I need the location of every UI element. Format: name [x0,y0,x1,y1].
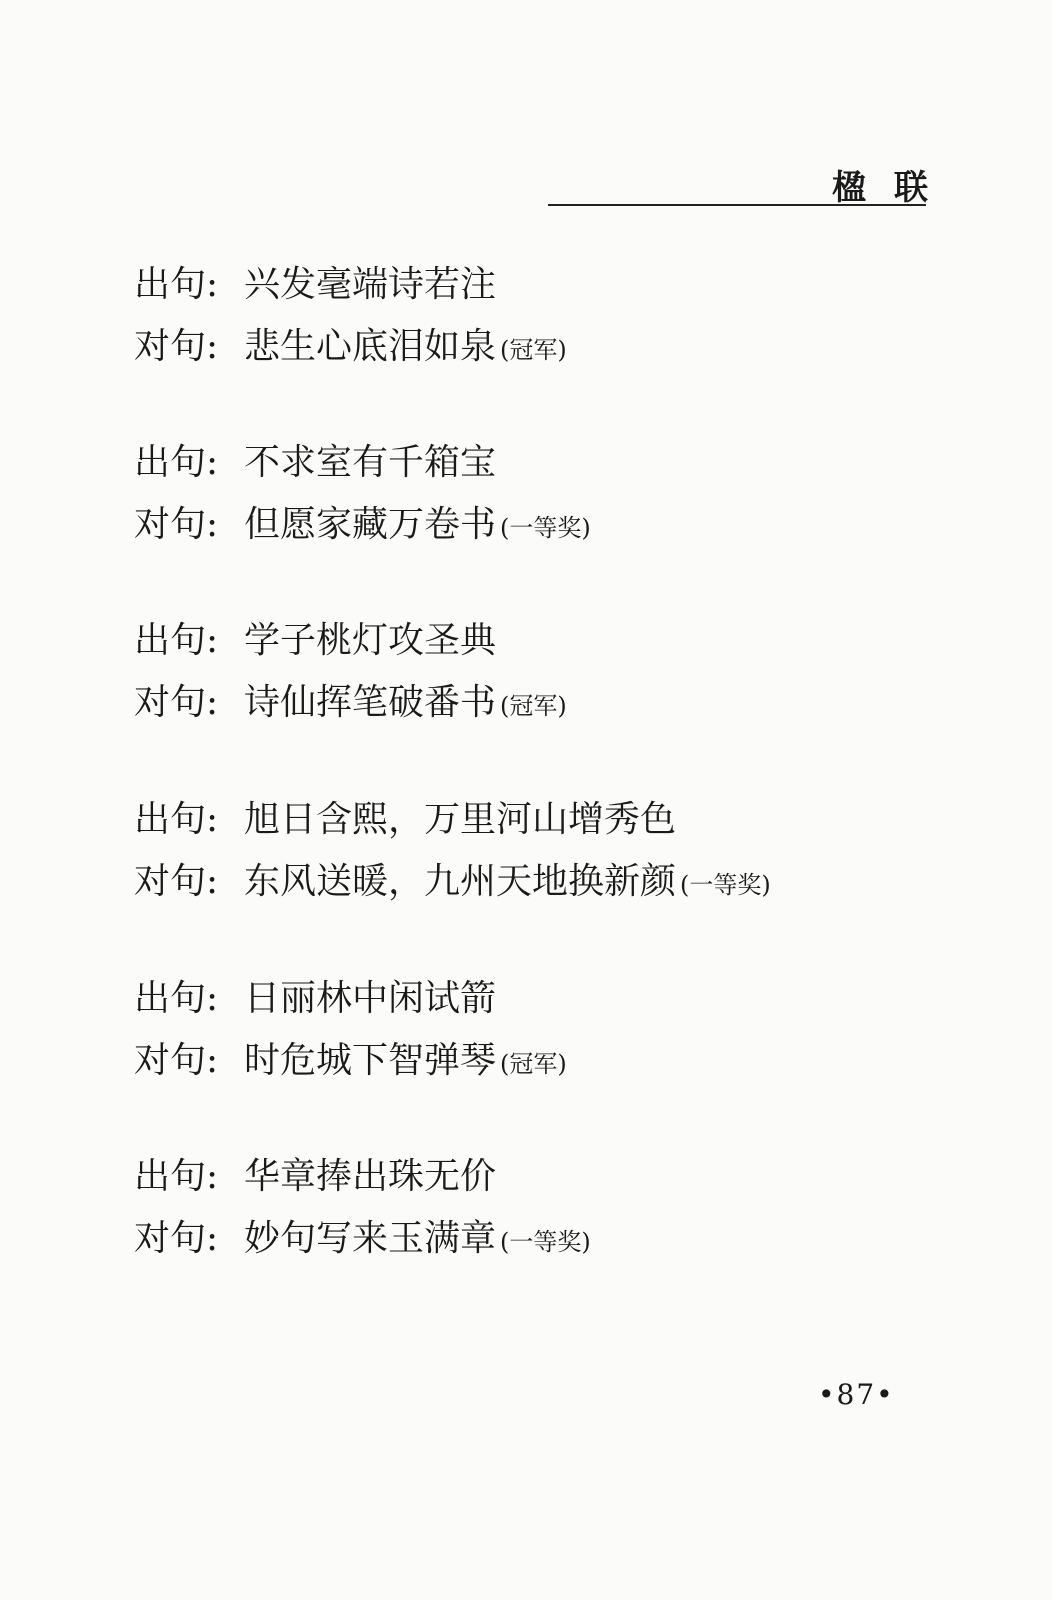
first-line-text: 日丽林中闲试箭 [244,978,497,1019]
first-line-text: 不求室有千箱宝 [244,442,497,483]
first-line-label: 出句: [134,799,219,840]
couplet-4 [134,789,994,913]
couplet-5 [134,968,994,1092]
second-line-text: 但愿家藏万卷书 [244,504,497,545]
first-line-text: 学子桃灯攻圣典 [244,620,497,661]
second-line [134,1030,994,1092]
second-line-label: 对句: [134,682,219,723]
page-number: •87• [818,1378,895,1411]
first-line [134,789,994,851]
second-line-label: 对句: [134,326,219,367]
second-line-text: 妙句写来玉满章 [244,1218,497,1259]
first-line-label: 出句: [134,442,219,483]
couplet-6 [134,1146,994,1270]
award-label: (一等奖) [500,1228,591,1256]
first-line [134,1146,994,1208]
second-line-text: 东风送暖，九州天地换新颜 [244,861,677,902]
second-line [134,851,994,913]
second-line-label: 对句: [134,1040,219,1081]
header-rule [548,204,926,206]
couplet-2 [134,432,994,556]
second-line [134,672,994,734]
award-label: (冠军) [500,336,567,364]
award-label: (冠军) [500,1050,567,1078]
first-line [134,968,994,1030]
second-line-text: 时危城下智弹琴 [244,1040,497,1081]
first-line [134,254,994,316]
award-label: (一等奖) [500,514,591,542]
award-label: (冠军) [500,692,567,720]
first-line-label: 出句: [134,1156,219,1197]
award-label: (一等奖) [680,871,771,899]
first-line-label: 出句: [134,264,219,305]
second-line-label: 对句: [134,1218,219,1259]
first-line-text: 兴发毫端诗若注 [244,264,497,305]
couplet-1 [134,254,994,378]
second-line [134,316,994,378]
second-line-text: 悲生心底泪如泉 [244,326,497,367]
second-line-label: 对句: [134,504,219,545]
first-line-text: 华章捧出珠无价 [244,1156,497,1197]
first-line-label: 出句: [134,978,219,1019]
first-line-label: 出句: [134,620,219,661]
couplet-3 [134,610,994,734]
second-line [134,494,994,556]
second-line-text: 诗仙挥笔破番书 [244,682,497,723]
running-header-title: 楹联 [832,168,956,208]
first-line-text: 旭日含熙，万里河山增秀色 [244,799,677,840]
first-line [134,610,994,672]
second-line-label: 对句: [134,861,219,902]
first-line [134,432,994,494]
second-line [134,1208,994,1270]
